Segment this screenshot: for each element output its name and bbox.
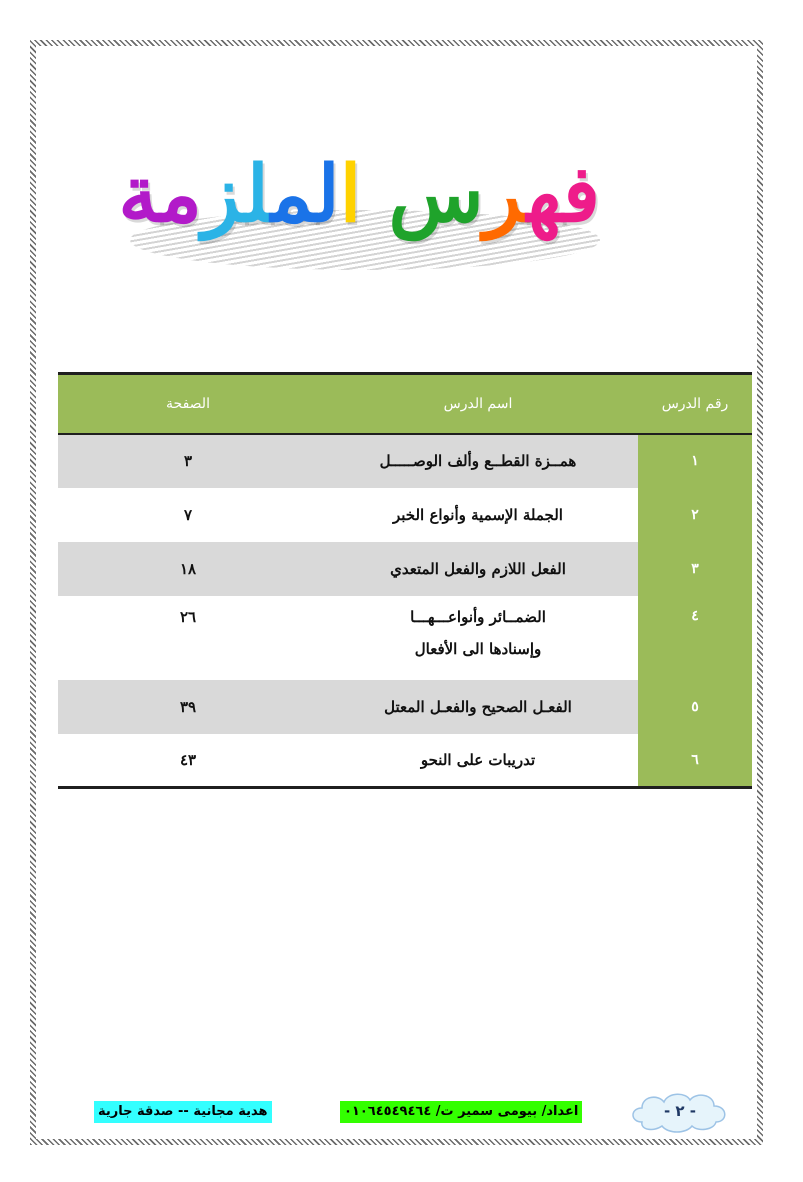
title-letter: ر bbox=[483, 149, 527, 240]
lesson-name bbox=[318, 488, 638, 542]
lesson-name-line: الجملة الإسمية وأنواع الخبر bbox=[393, 505, 563, 524]
lesson-page: ٤٣ bbox=[179, 750, 197, 769]
page-title bbox=[120, 140, 600, 280]
lesson-name bbox=[318, 680, 638, 734]
table-row bbox=[58, 488, 752, 542]
lesson-name-line: همــزة القطــع وألف الوصـــــل bbox=[379, 452, 577, 470]
title-letter: فه bbox=[526, 149, 600, 240]
lesson-page: ٣ bbox=[58, 434, 318, 488]
table-header-row bbox=[58, 374, 752, 434]
title-letter bbox=[361, 149, 388, 240]
lesson-name bbox=[318, 596, 638, 680]
header-lesson-name: اسم الدرس bbox=[443, 395, 513, 412]
title-letter: لز bbox=[201, 149, 271, 240]
title-text bbox=[120, 140, 600, 250]
gift-note: هدية مجانية -- صدقة جارية bbox=[94, 1101, 272, 1123]
lesson-name bbox=[318, 434, 638, 488]
lesson-page: ٢٦ bbox=[179, 607, 197, 626]
lesson-page: ١٨ bbox=[58, 542, 318, 596]
table-row bbox=[58, 434, 752, 488]
table-row bbox=[58, 542, 752, 596]
title-letter: لم bbox=[270, 149, 340, 240]
page-number: - ٢ - bbox=[663, 1102, 697, 1120]
lesson-name-line: الفعل اللازم والفعل المتعدي bbox=[390, 559, 566, 578]
table-row bbox=[58, 734, 752, 788]
lesson-number: ٥ bbox=[638, 680, 752, 734]
title-letter: س bbox=[388, 149, 484, 240]
lesson-name bbox=[318, 542, 638, 596]
author-credit: اعداد/ بيومى سمير ت/ ٠١٠٦٤٥٤٩٤٦٤ bbox=[340, 1101, 582, 1123]
title-letter: مة bbox=[118, 149, 202, 240]
contents-table bbox=[58, 372, 752, 789]
title-letter: ا bbox=[339, 149, 362, 240]
lesson-name-line: تدريبات على النحو bbox=[420, 750, 536, 769]
lesson-name-line: الضمــائر وأنواعـــهـــا bbox=[410, 607, 546, 626]
lesson-number: ٤ bbox=[638, 596, 752, 680]
lesson-number: ٣ bbox=[638, 542, 752, 596]
lesson-page: ٧ bbox=[183, 505, 193, 524]
lesson-number: ٢ bbox=[638, 488, 752, 542]
table-row bbox=[58, 596, 752, 680]
header-page: الصفحة bbox=[166, 395, 210, 412]
lesson-name-line: وإسنادها الى الأفعال bbox=[414, 639, 542, 658]
header-lesson-number: رقم الدرس bbox=[661, 395, 729, 412]
page-number-cloud bbox=[628, 1088, 732, 1134]
table-row bbox=[58, 680, 752, 734]
lesson-number: ٦ bbox=[638, 734, 752, 788]
lesson-name bbox=[318, 734, 638, 788]
lesson-number: ١ bbox=[638, 434, 752, 488]
lesson-page: ٣٩ bbox=[58, 680, 318, 734]
lesson-name-line: الفعـل الصحيح والفعـل المعتل bbox=[384, 697, 572, 716]
